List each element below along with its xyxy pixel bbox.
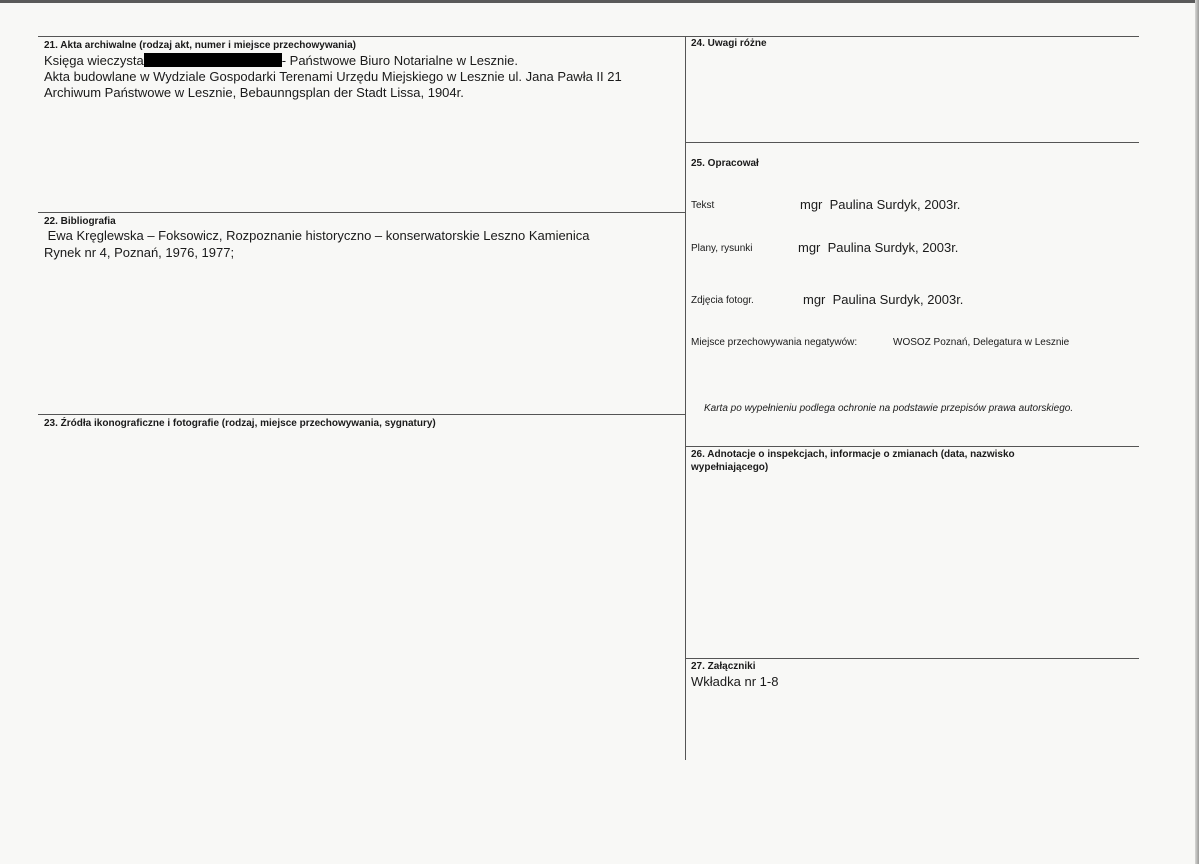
notary-office-text: - Państwowe Biuro Notarialne w Lesznie. <box>281 53 518 68</box>
scan-edge-top <box>0 0 1199 3</box>
photos-author-label: Zdjęcia fotogr. <box>691 295 754 306</box>
divider-25-26 <box>685 446 1139 447</box>
land-register-text: Księga wieczysta <box>44 53 144 68</box>
redaction-bar <box>144 53 282 67</box>
drawings-author-label: Plany, rysunki <box>691 243 753 254</box>
divider-vertical <box>685 36 686 760</box>
drawings-author-value: mgr Paulina Surdyk, 2003r. <box>798 240 959 255</box>
section-25-label: 25. Opracował <box>691 158 759 169</box>
section-21-label: 21. Akta archiwalne (rodzaj akt, numer i miejsce przechowywania) <box>44 40 356 51</box>
photos-author-value: mgr Paulina Surdyk, 2003r. <box>803 292 964 307</box>
negatives-label: Miejsce przechowywania negatywów: <box>691 337 858 348</box>
section-22-line1: Ewa Kręglewska – Foksowicz, Rozpoznanie historyczno – konserwatorskie Leszno Kamienica <box>44 228 590 243</box>
section-22-label: 22. Bibliografia <box>44 216 116 227</box>
text-author-label: Tekst <box>691 200 715 211</box>
section-23-label: 23. Źródła ikonograficzne i fotografie (rodzaj, miejsce przechowywania, sygnatury) <box>44 418 436 429</box>
divider-top <box>38 36 1139 37</box>
section-24-label: 24. Uwagi różne <box>691 38 767 49</box>
attachments-value: Wkładka nr 1-8 <box>691 674 779 689</box>
section-26-label-line2: wypełniającego) <box>691 462 769 473</box>
section-27-label: 27. Załączniki <box>691 661 756 672</box>
section-21-line3: Archiwum Państwowe w Lesznie, Bebaunngsplan der Stadt Lissa, 1904r. <box>44 85 464 100</box>
divider-21-22 <box>38 212 685 213</box>
section-21-line1 <box>44 53 518 69</box>
section-26-label-line1: 26. Adnotacje o inspekcjach, informacje o zmianach (data, nazwisko <box>691 449 1015 460</box>
section-21-line2: Akta budowlane w Wydziale Gospodarki Terenami Urzędu Miejskiego w Lesznie ul. Jana Pawła II 21 <box>44 69 622 84</box>
divider-24-25 <box>685 142 1139 143</box>
divider-26-27 <box>685 658 1139 659</box>
copyright-note: Karta po wypełnieniu podlega ochronie na podstawie przepisów prawa autorskiego. <box>704 403 1074 414</box>
divider-22-23 <box>38 414 685 415</box>
text-author-value: mgr Paulina Surdyk, 2003r. <box>800 197 961 212</box>
scan-edge-right <box>1195 0 1199 864</box>
section-22-line2: Rynek nr 4, Poznań, 1976, 1977; <box>44 245 235 260</box>
negatives-value: WOSOZ Poznań, Delegatura w Lesznie <box>893 337 1070 348</box>
